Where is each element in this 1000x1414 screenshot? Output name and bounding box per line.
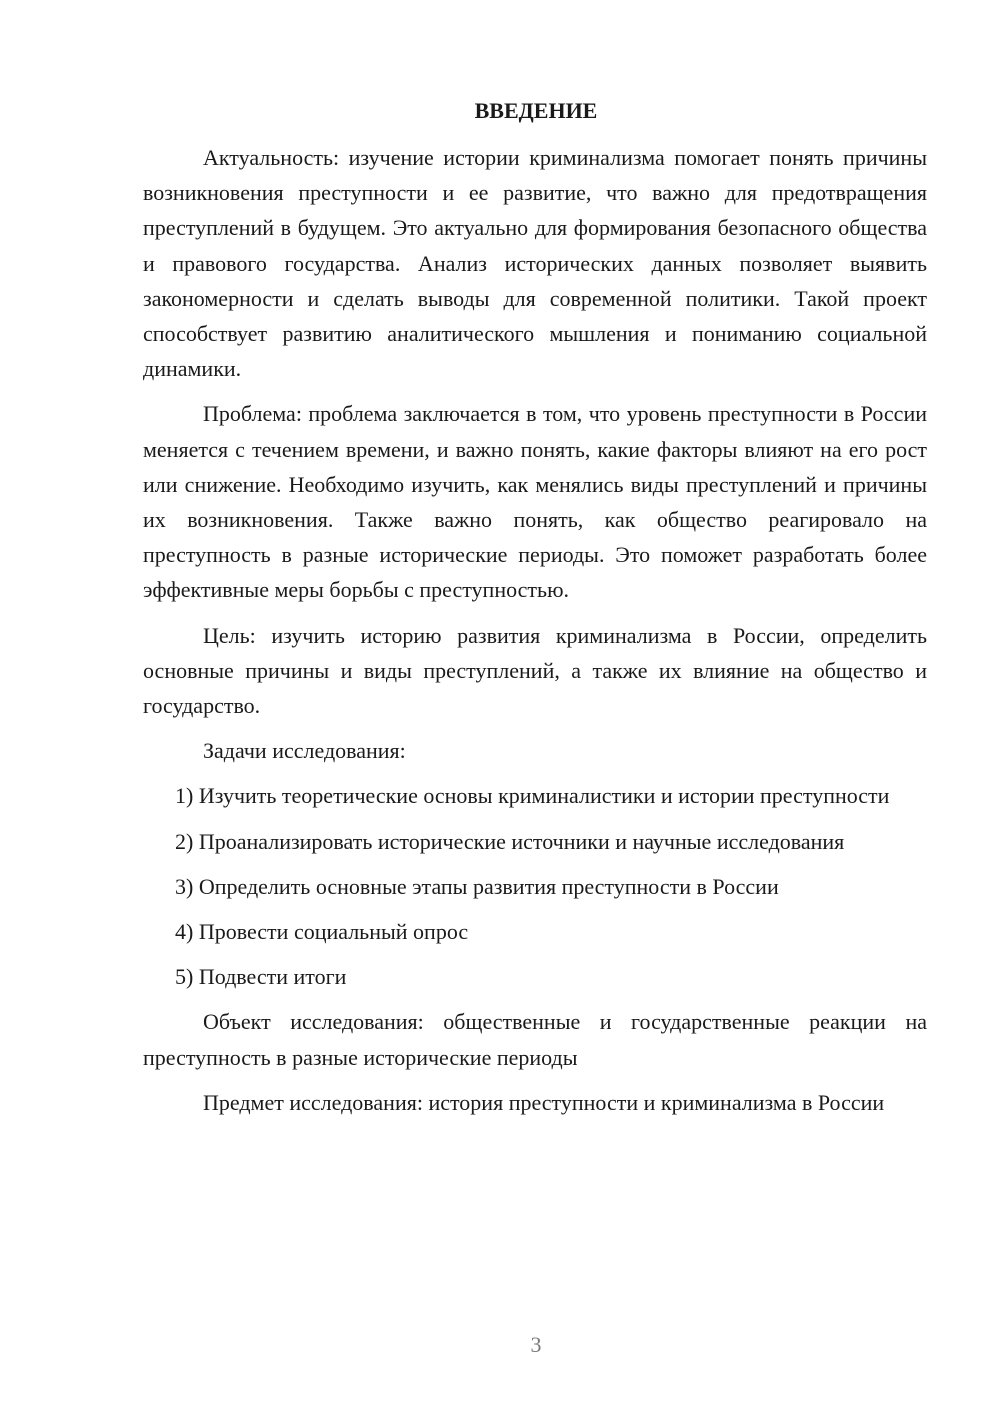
task-item: 2) Проанализировать исторические источники и научные исследования	[175, 828, 845, 854]
page-title: ВВЕДЕНИЕ	[474, 98, 598, 123]
relevance-paragraph: Актуальность: изучение истории криминализма помогает понять причины возникновения преступности и ее развитие, что важно для предотвращения преступлений в будущем. Это актуально для формирования безопасного общества и правового государства. Анализ исторических данных позволяет выявить закономерности и сделать выводы для современной политики. Такой проект способствует развитию аналитического мышления и пониманию социальной динамики.	[143, 145, 927, 382]
subject-paragraph: Предмет исследования: история преступности и криминализма в России	[203, 1089, 885, 1115]
task-item: 3) Определить основные этапы развития преступности в России	[175, 873, 779, 899]
page-number: 3	[530, 1332, 542, 1357]
task-item: 1) Изучить теоретические основы криминалистики и истории преступности	[175, 783, 890, 809]
object-paragraph: Объект исследования: общественные и государственные реакции на преступность в разные исторические периоды	[143, 1009, 927, 1070]
tasks-heading: Задачи исследования:	[203, 738, 406, 764]
goal-paragraph: Цель: изучить историю развития криминализма в России, определить основные причины и виды преступлений, а также их влияние на общество и государство.	[143, 622, 927, 719]
task-item: 4) Провести социальный опрос	[175, 919, 469, 945]
problem-paragraph: Проблема: проблема заключается в том, что уровень преступности в России меняется с течением времени, и важно понять, какие факторы влияют на его рост или снижение. Необходимо изучить, как менялись виды преступлений и причины их возникновения. Также важно понять, как общество реагировало на преступность в разные исторические периоды. Это поможет разработать более эффективные меры борьбы с преступностью.	[143, 401, 927, 603]
tasks-list	[143, 778, 927, 994]
task-item: 5) Подвести итоги	[175, 964, 347, 990]
document-page	[143, 93, 927, 1130]
